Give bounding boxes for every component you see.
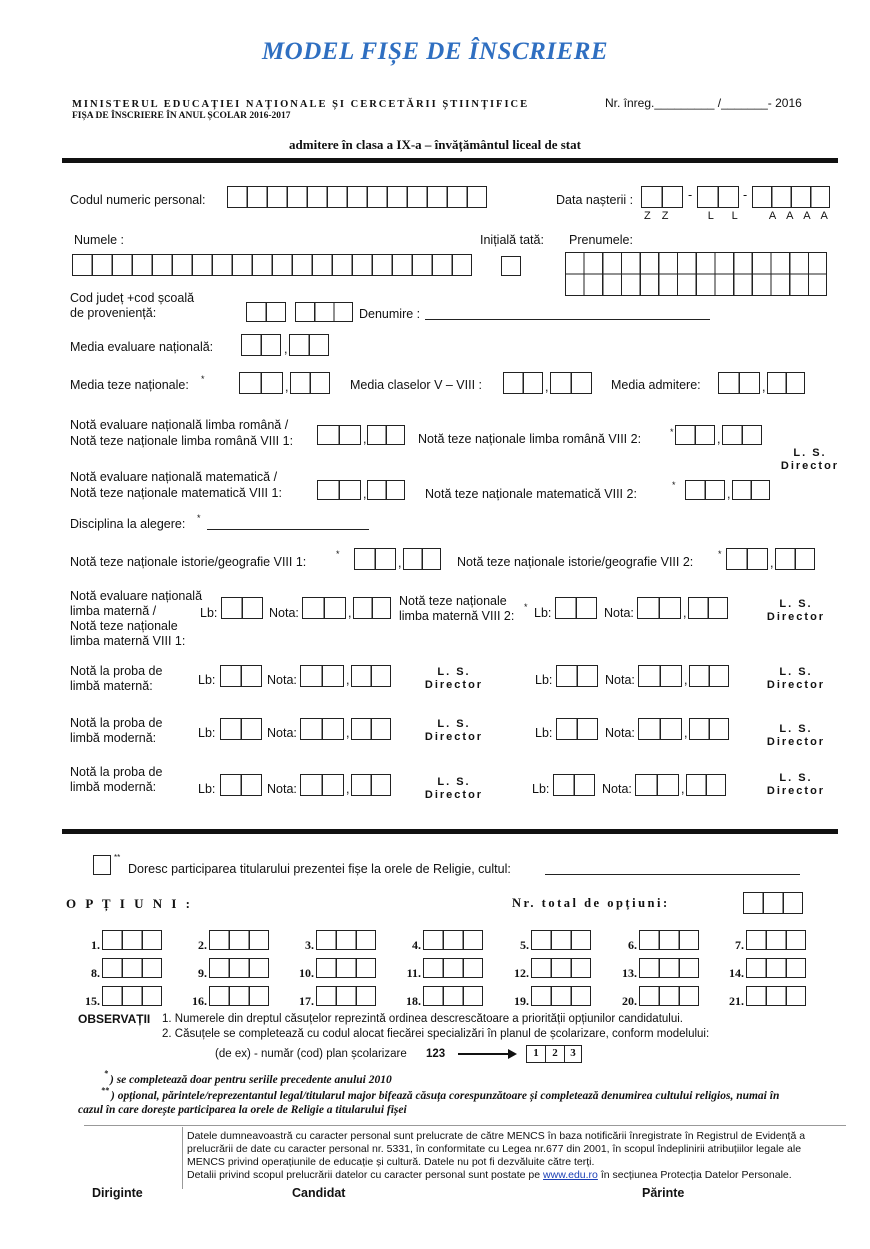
- birth-year-input[interactable]: [752, 186, 830, 208]
- county-school-label: Cod județ +cod școală: [70, 291, 195, 305]
- parent-signature-label: Părinte: [642, 1186, 685, 1200]
- option-code-input[interactable]: [531, 958, 591, 978]
- language-label: Lb:: [535, 673, 553, 687]
- grade-label: Nota:: [267, 673, 297, 687]
- decimal-comma: ,: [363, 432, 367, 446]
- footnote-star: *: [197, 513, 201, 523]
- option-number: 11.: [406, 966, 421, 980]
- mother-viii2-grade-input-int[interactable]: [637, 597, 681, 619]
- grade-label: Nota:: [269, 606, 299, 620]
- ls-stamp: L. S. Director: [780, 447, 840, 472]
- arrow-right-icon: [458, 1048, 518, 1060]
- romanian-label: Notă evaluare națională limba română /: [70, 418, 289, 432]
- footnote-star: *: [201, 374, 205, 384]
- option-code-input[interactable]: [102, 986, 162, 1006]
- ls-stamp: L. S. Director: [766, 666, 826, 691]
- decimal-comma: ,: [346, 782, 350, 796]
- mother-exam-grade-input-dec[interactable]: [351, 665, 391, 687]
- modern2-2-language-input[interactable]: [553, 774, 595, 796]
- admission-avg-input-dec[interactable]: [767, 372, 805, 394]
- option-number: 19.: [514, 994, 529, 1008]
- option-number: 10.: [299, 966, 314, 980]
- mother-grade-input-int[interactable]: [302, 597, 346, 619]
- option-number: 21.: [729, 994, 744, 1008]
- romanian-viii2-input-int[interactable]: [675, 425, 715, 445]
- avg-5-8-input-dec[interactable]: [550, 372, 592, 394]
- option-number: 8.: [91, 966, 100, 980]
- history-viii1-input-dec[interactable]: [403, 548, 441, 570]
- example-code-boxes: [526, 1045, 582, 1063]
- header-divider: [62, 158, 838, 163]
- modern-exam-label: Notă la proba de: [70, 716, 163, 730]
- option-code-input[interactable]: [316, 986, 376, 1006]
- option-number: 7.: [735, 938, 744, 952]
- edu-ro-link[interactable]: www.edu.ro: [543, 1169, 598, 1181]
- county-school-label-2: de proveniență:: [70, 306, 157, 320]
- father-initial-input[interactable]: [501, 256, 521, 276]
- option-number: 2.: [198, 938, 207, 952]
- option-code-input[interactable]: [102, 930, 162, 950]
- modern1-2-language-input[interactable]: [556, 718, 598, 740]
- option-code-input[interactable]: [639, 986, 699, 1006]
- modern1-language-input[interactable]: [220, 718, 262, 740]
- national-tests-input-int[interactable]: [239, 372, 283, 394]
- math-viii2-label: Notă teze naționale matematică VIII 2:: [425, 487, 637, 501]
- modern-exam-label-2: limbă modernă:: [70, 780, 157, 794]
- grade-label: Nota:: [602, 782, 632, 796]
- math-label-2: Notă teze naționale matematică VIII 1:: [70, 486, 282, 500]
- decimal-comma: ,: [762, 380, 766, 394]
- mother-language-input[interactable]: [221, 597, 263, 619]
- date-dash: -: [743, 188, 748, 202]
- mother-viii2-language-input[interactable]: [555, 597, 597, 619]
- romanian-viii1-input-dec[interactable]: [367, 425, 405, 445]
- form-title: FIȘA DE ÎNSCRIERE ÎN ANUL ȘCOLAR 2016-2017: [72, 111, 291, 121]
- mother-exam-grade-input-int[interactable]: [300, 665, 344, 687]
- example-digit: 1: [533, 1047, 539, 1059]
- admission-avg-label: Media admitere:: [611, 378, 701, 392]
- mother-tongue-label-3: Notă teze naționale: [70, 619, 178, 633]
- privacy-line-3: MENCS privind operațiunile de educație și cultură. Datele nu pot fi dezvăluite către terți.: [187, 1156, 595, 1168]
- ls-stamp: L. S. Director: [424, 666, 484, 691]
- option-number: 17.: [299, 994, 314, 1008]
- footnote-mark: **: [101, 1086, 109, 1095]
- romanian-viii2-input-dec[interactable]: [722, 425, 762, 445]
- example-digit: 3: [570, 1047, 576, 1059]
- history-viii2-input-int[interactable]: [726, 548, 768, 570]
- decimal-comma: ,: [346, 726, 350, 740]
- option-code-input[interactable]: [423, 930, 483, 950]
- date-dash: -: [688, 188, 693, 202]
- ls-stamp: L. S. Director: [766, 772, 826, 797]
- option-code-input[interactable]: [316, 930, 376, 950]
- history-viii2-input-dec[interactable]: [775, 548, 815, 570]
- option-number: 9.: [198, 966, 207, 980]
- decimal-comma: ,: [285, 380, 289, 394]
- example-digit: 2: [552, 1047, 558, 1059]
- religion-cult-input[interactable]: [545, 861, 800, 875]
- footnote-star: *: [524, 602, 528, 612]
- option-code-input[interactable]: [209, 958, 269, 978]
- modern1-2-grade-input-int[interactable]: [638, 718, 682, 740]
- religion-checkbox[interactable]: [93, 855, 111, 875]
- math-viii1-input-int[interactable]: [317, 480, 361, 500]
- grade-label: Nota:: [267, 782, 297, 796]
- candidate-signature-label: Candidat: [292, 1186, 346, 1200]
- county-code-input[interactable]: [246, 302, 286, 322]
- grade-label: Nota:: [604, 606, 634, 620]
- option-number: 15.: [85, 994, 100, 1008]
- option-number: 4.: [412, 938, 421, 952]
- footnote-star: *: [718, 549, 722, 559]
- footer-divider-v: [182, 1127, 183, 1189]
- option-code-input[interactable]: [316, 958, 376, 978]
- privacy-line-2: prelucrării de date cu caracter personal nr. 5331, în conformitate cu Legea nr.677 din 2001, în scopul îndeplinirii atribuțiilor legale ale: [187, 1143, 802, 1155]
- language-label: Lb:: [532, 782, 550, 796]
- name-label: Numele :: [74, 233, 125, 247]
- registration-number[interactable]: Nr. înreg._________ /_______- 2016: [605, 96, 802, 110]
- option-number: 20.: [622, 994, 637, 1008]
- grade-label: Nota:: [605, 673, 635, 687]
- ls-stamp: L. S. Director: [766, 723, 826, 748]
- option-number: 12.: [514, 966, 529, 980]
- birth-date-label: Data nașterii :: [556, 193, 634, 207]
- math-viii1-input-dec[interactable]: [367, 480, 405, 500]
- cnp-input[interactable]: [227, 186, 487, 208]
- national-eval-input-int[interactable]: [241, 334, 281, 356]
- observations-line-1: 1. Numerele din dreptul căsuțelor reprezintă ordinea descrescătoare a priorității opțiunilor candidatului.: [162, 1013, 683, 1025]
- footnote-star: *: [672, 480, 676, 490]
- option-code-input[interactable]: [639, 958, 699, 978]
- father-initial-label: Inițială tată:: [480, 233, 544, 247]
- romanian-viii2-label: Notă teze naționale limba română VIII 2:: [418, 432, 642, 446]
- decimal-comma: ,: [545, 380, 549, 394]
- option-number: 1.: [91, 938, 100, 952]
- birth-month-input[interactable]: [697, 186, 739, 208]
- school-name-label: Denumire :: [359, 307, 421, 321]
- option-code-input[interactable]: [209, 930, 269, 950]
- language-label: Lb:: [198, 782, 216, 796]
- modern1-grade-input-int[interactable]: [300, 718, 344, 740]
- avg-5-8-input-int[interactable]: [503, 372, 543, 394]
- option-code-input[interactable]: [209, 986, 269, 1006]
- math-viii2-input-int[interactable]: [685, 480, 725, 500]
- footnote-2-cont: cazul în care dorește participarea la orele de Religie a titularului fișei: [78, 1104, 407, 1116]
- option-number: 3.: [305, 938, 314, 952]
- mother-tongue-label: Notă evaluare națională: [70, 589, 203, 603]
- option-code-input[interactable]: [746, 958, 806, 978]
- avg-5-8-label: Media claselor V – VIII :: [350, 378, 483, 392]
- ls-stamp: L. S. Director: [424, 718, 484, 743]
- privacy-line-1: Datele dumneavoastră cu caracter personal sunt prelucrate de către MENCS în baza notificării înregistrate în Registrul de Evidență a: [187, 1130, 806, 1142]
- footnote-mark: *: [104, 1069, 108, 1078]
- teacher-signature-label: Diriginte: [92, 1186, 143, 1200]
- modern1-2-grade-input-dec[interactable]: [689, 718, 729, 740]
- option-code-input[interactable]: [102, 958, 162, 978]
- decimal-comma: ,: [363, 487, 367, 501]
- mother-viii2-label-2: limba maternă VIII 2:: [399, 609, 515, 623]
- chosen-subject-input[interactable]: [207, 516, 369, 530]
- options-total-input[interactable]: [743, 892, 803, 914]
- footnote-1: ) se completează doar pentru seriile precedente anului 2010: [110, 1074, 392, 1086]
- decimal-comma: ,: [727, 487, 731, 501]
- option-code-input[interactable]: [531, 986, 591, 1006]
- option-number: 16.: [192, 994, 207, 1008]
- page-title: MODEL FIȘE DE ÎNSCRIERE: [261, 38, 609, 65]
- option-number: 14.: [729, 966, 744, 980]
- option-code-input[interactable]: [746, 930, 806, 950]
- modern1-grade-input-dec[interactable]: [351, 718, 391, 740]
- mother-exam-label-2: limbă maternă:: [70, 679, 153, 693]
- history-viii1-label: Notă teze naționale istorie/geografie VIII 1:: [70, 555, 307, 569]
- ls-stamp: L. S. Director: [424, 776, 484, 801]
- modern2-2-grade-input-int[interactable]: [635, 774, 679, 796]
- religion-text: Doresc participarea titularului prezentei fișe la orele de Religie, cultul:: [128, 862, 511, 876]
- chosen-subject-label: Disciplina la alegere:: [70, 517, 186, 531]
- language-label: Lb:: [535, 726, 553, 740]
- options-title: O P Ț I U N I :: [66, 896, 193, 911]
- option-code-input[interactable]: [531, 930, 591, 950]
- national-tests-input-dec[interactable]: [290, 372, 330, 394]
- ministry-name: MINISTERUL EDUCAȚIEI NAȚIONALE ȘI CERCETĂRII ȘTIINȚIFICE: [72, 99, 530, 110]
- observations-label: OBSERVAȚII: [78, 1012, 151, 1026]
- mother-exam-2-grade-input-dec[interactable]: [689, 665, 729, 687]
- footnote-2: ) opțional, părintele/reprezentantul legal/titularul major bifează căsuța corespunzătoare și completează denumirea cultului religios, numai în: [111, 1090, 780, 1102]
- option-code-input[interactable]: [423, 986, 483, 1006]
- date-format-hint: Z Z L L A A A A: [644, 210, 832, 222]
- modern2-grade-input-dec[interactable]: [351, 774, 391, 796]
- option-number: 6.: [628, 938, 637, 952]
- observations-line-2: 2. Căsuțele se completează cu codul alocat fiecărei specializări în planul de școlarizare, conform modelului:: [162, 1028, 710, 1040]
- romanian-viii1-input-int[interactable]: [317, 425, 361, 445]
- footer-divider: [84, 1125, 846, 1126]
- admission-avg-input-int[interactable]: [718, 372, 760, 394]
- decimal-comma: ,: [683, 606, 687, 620]
- privacy-line-4-text-b: în secțiunea Protecția Datelor Personale.: [600, 1169, 792, 1181]
- decimal-comma: ,: [717, 432, 721, 446]
- modern2-grade-input-int[interactable]: [300, 774, 344, 796]
- language-label: Lb:: [198, 726, 216, 740]
- national-eval-label: Media evaluare națională:: [70, 340, 214, 354]
- mother-viii2-label: Notă teze naționale: [399, 594, 507, 608]
- option-code-input[interactable]: [423, 958, 483, 978]
- modern-exam-label-2: limbă modernă:: [70, 731, 157, 745]
- example-text: (de ex) - număr (cod) plan școlarizare: [215, 1048, 407, 1060]
- language-label: Lb:: [198, 673, 216, 687]
- grade-label: Nota:: [605, 726, 635, 740]
- first-name-label: Prenumele:: [569, 233, 633, 247]
- option-number: 18.: [406, 994, 421, 1008]
- decimal-comma: ,: [346, 673, 350, 687]
- mother-exam-2-grade-input-int[interactable]: [638, 665, 682, 687]
- footnote-star: *: [670, 427, 674, 437]
- ls-stamp: L. S. Director: [766, 598, 826, 623]
- privacy-line-4: [187, 1169, 792, 1183]
- school-name-input[interactable]: [425, 306, 710, 320]
- decimal-comma: ,: [284, 342, 288, 356]
- math-viii2-input-dec[interactable]: [732, 480, 770, 500]
- form-subtitle: admitere în clasa a IX-a – învățământul liceal de stat: [289, 137, 581, 152]
- mother-tongue-label-4: limba maternă VIII 1:: [70, 634, 186, 648]
- section-divider: [62, 829, 838, 834]
- footnote-stars: **: [114, 853, 121, 862]
- decimal-comma: ,: [684, 673, 688, 687]
- national-tests-label: Media teze naționale:: [70, 378, 189, 392]
- mother-exam-label: Notă la proba de: [70, 664, 163, 678]
- national-eval-input-dec[interactable]: [289, 334, 329, 356]
- mother-grade-input-dec[interactable]: [353, 597, 391, 619]
- birth-day-input[interactable]: [641, 186, 683, 208]
- language-label: Lb:: [534, 606, 552, 620]
- privacy-line-4-text: Detalii privind scopul prelucrării datelor cu caracter personal sunt postate pe: [187, 1169, 541, 1181]
- option-code-input[interactable]: [639, 930, 699, 950]
- decimal-comma: ,: [684, 726, 688, 740]
- history-viii2-label: Notă teze naționale istorie/geografie VIII 2:: [457, 555, 694, 569]
- language-label: Lb:: [200, 606, 218, 620]
- example-code: 123: [426, 1048, 446, 1060]
- decimal-comma: ,: [398, 556, 402, 570]
- modern2-language-input[interactable]: [220, 774, 262, 796]
- name-input[interactable]: [72, 254, 472, 276]
- math-label: Notă evaluare națională matematică /: [70, 470, 278, 484]
- option-number: 5.: [520, 938, 529, 952]
- school-code-input[interactable]: [295, 302, 353, 322]
- option-code-input[interactable]: [746, 986, 806, 1006]
- modern2-2-grade-input-dec[interactable]: [686, 774, 726, 796]
- mother-tongue-label-2: limba maternă /: [70, 604, 157, 618]
- romanian-label-2: Notă teze naționale limba română VIII 1:: [70, 434, 294, 448]
- grade-label: Nota:: [267, 726, 297, 740]
- mother-exam-2-language-input[interactable]: [556, 665, 598, 687]
- options-total-label: Nr. total de opțiuni:: [512, 896, 670, 910]
- mother-exam-language-input[interactable]: [220, 665, 262, 687]
- cnp-label: Codul numeric personal:: [70, 193, 206, 207]
- history-viii1-input-int[interactable]: [354, 548, 396, 570]
- decimal-comma: ,: [348, 606, 352, 620]
- option-number: 13.: [622, 966, 637, 980]
- modern-exam-label: Notă la proba de: [70, 765, 163, 779]
- first-name-input[interactable]: [565, 252, 827, 296]
- mother-viii2-grade-input-dec[interactable]: [688, 597, 728, 619]
- decimal-comma: ,: [770, 556, 774, 570]
- decimal-comma: ,: [681, 782, 685, 796]
- footnote-star: *: [336, 549, 340, 559]
